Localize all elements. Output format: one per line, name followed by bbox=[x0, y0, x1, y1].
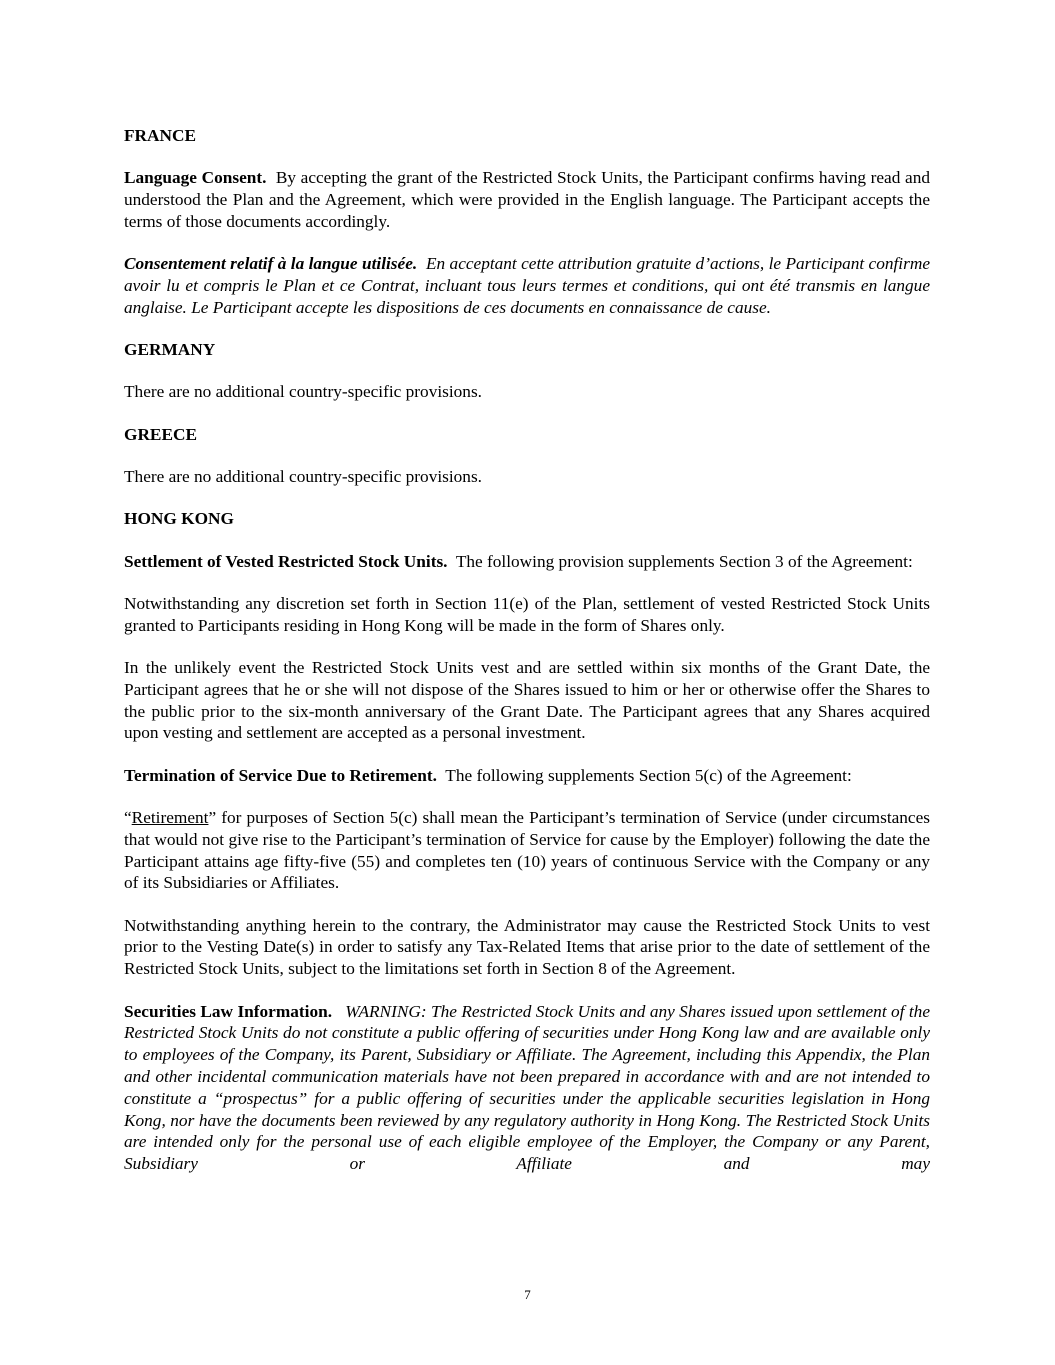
termination-text: The following supplements Section 5(c) of the Agreement: bbox=[445, 765, 852, 785]
termination-lead: Termination of Service Due to Retirement. bbox=[124, 765, 437, 785]
settlement-lead: Settlement of Vested Restricted Stock Units. bbox=[124, 551, 448, 571]
securities-lead: Securities Law Information. bbox=[124, 1001, 333, 1021]
retirement-open-quote: “ bbox=[124, 807, 132, 827]
retirement-text: ” for purposes of Section 5(c) shall mean the Participant’s termination of Service (under circumstances that would not give rise to the Participant’s termination of Service for cause by the Employer) following the date the Participant attains age fifty-five (55) and completes ten (10) years of continuous Service with the Company or any of its Subsidiaries or Affiliates. bbox=[124, 807, 930, 893]
retirement-term: Retirement bbox=[131, 807, 209, 827]
settlement-text: The following provision supplements Section 3 of the Agreement: bbox=[455, 551, 913, 571]
unlikely-event-paragraph: In the unlikely event the Restricted Stock Units vest and are settled within six months of the Grant Date, the Participant agrees that he or she will not dispose of the Shares issued to him or her or otherwise offer the Shares to the public prior to the six-month anniversary of the Grant Date. The Participant agrees that any Shares acquired upon vesting and settlement are accepted as a personal investment. bbox=[124, 657, 930, 743]
section-heading-greece: GREECE bbox=[124, 424, 197, 444]
language-consent-lead: Language Consent. bbox=[124, 168, 267, 188]
termination-paragraph bbox=[124, 765, 930, 787]
notwithstanding-discretion-paragraph: Notwithstanding any discretion set forth in Section 11(e) of the Plan, settlement of vested Restricted Stock Units granted to Participants residing in Hong Kong will be made in the form of Shares only. bbox=[124, 593, 930, 635]
retirement-definition-paragraph bbox=[124, 807, 930, 894]
language-consent-text: By accepting the grant of the Restricted Stock Units, the Participant confirms having read and understood the Plan and the Agreement, which were provided in the English language. The Participant accepts the terms of those documents accordingly. bbox=[124, 168, 930, 231]
section-heading-france: FRANCE bbox=[124, 126, 197, 145]
section-heading-germany: GERMANY bbox=[124, 340, 216, 360]
germany-paragraph: There are no additional country-specific provisions. bbox=[124, 382, 482, 402]
securities-text: WARNING: The Restricted Stock Units and any Shares issued upon settlement of the Restricted Stock Units do not constitute a public offering of securities under Hong Kong law and are available only to employees of the Company, its Parent, Subsidiary or Affiliate. The Agreement, including this Appendix, the Plan and other incidental communication materials have not been prepared in accordance with and are not intended to constitute a “prospectus” for a public offering of securities under the applicable securities legislation in Hong Kong, nor have the documents been reviewed by any regulatory authority in Hong Kong. The Restricted Stock Units are intended only for the personal use of each eligible employee of the Employer, the Company or any Parent, Subsidiary or Affiliate and may bbox=[124, 1001, 930, 1174]
settlement-paragraph bbox=[124, 551, 930, 573]
consentement-paragraph bbox=[124, 253, 930, 318]
document-page bbox=[124, 125, 930, 1195]
page-number: 7 bbox=[524, 1287, 531, 1302]
section-heading-hong-kong: HONG KONG bbox=[124, 509, 234, 529]
consentement-lead: Consentement relatif à la langue utilisée. bbox=[124, 254, 418, 274]
greece-paragraph: There are no additional country-specific provisions. bbox=[124, 466, 482, 486]
notwithstanding-anything-paragraph: Notwithstanding anything herein to the contrary, the Administrator may cause the Restricted Stock Units to vest prior to the Vesting Date(s) in order to satisfy any Tax-Related Items that arise prior to the date of settlement of the Restricted Stock Units, subject to the limitations set forth in Section 8 of the Agreement. bbox=[124, 915, 930, 979]
securities-law-paragraph bbox=[124, 1001, 930, 1175]
language-consent-paragraph bbox=[124, 167, 930, 232]
consentement-text: En acceptant cette attribution gratuite d’actions, le Participant confirme avoir lu et compris le Plan et ce Contrat, incluant tous leurs termes et conditions, qui ont été transmis en langue anglaise. Le Participant accepte les dispositions de ces documents en connaissance de cause. bbox=[124, 254, 930, 317]
